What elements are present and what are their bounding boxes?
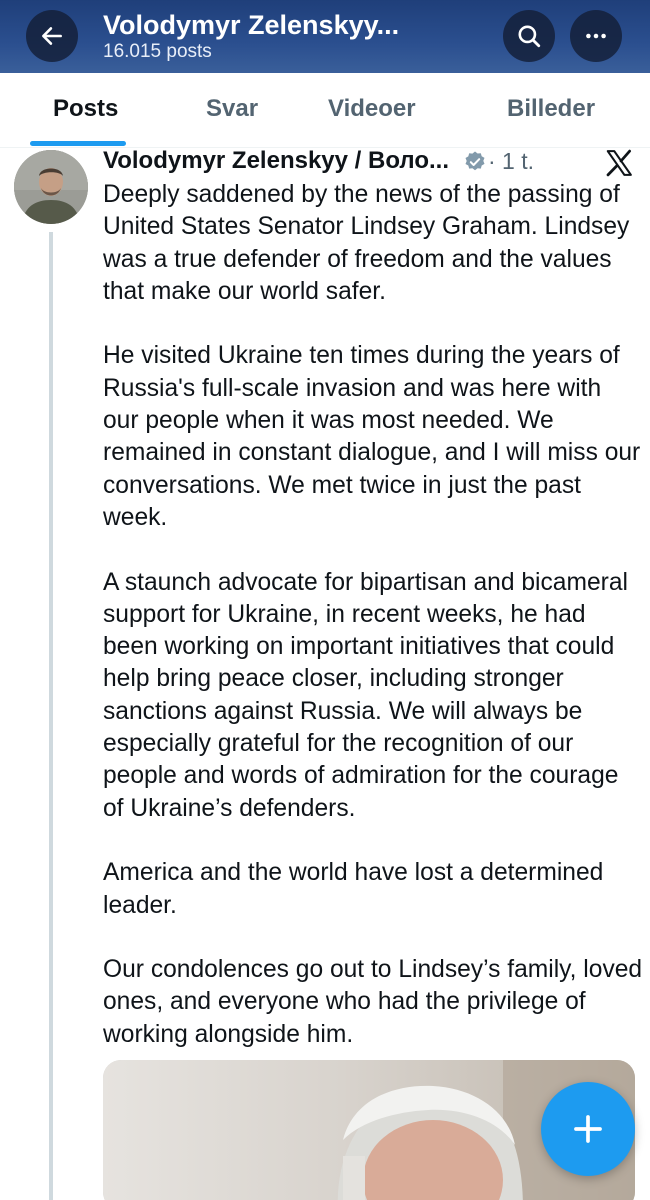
avatar[interactable] [14, 150, 88, 224]
profile-tabs [0, 73, 650, 148]
avatar-portrait [14, 150, 88, 224]
post-paragraph: Deeply saddened by the news of the passing of United States Senator Lindsey Graham. Lindsey was a true defender of freedom and the values that make our world safer. [103, 181, 630, 305]
tab-replies[interactable]: Svar [206, 95, 259, 122]
plus-icon [571, 1112, 605, 1146]
more-horizontal-icon [583, 23, 609, 49]
compose-post-button[interactable] [541, 1082, 635, 1176]
search-icon [516, 23, 542, 49]
post-author-name[interactable]: Volodymyr Zelenskyy / Воло... [103, 147, 449, 174]
post-paragraph: A staunch advocate for bipartisan and bicameral support for Ukraine, in recent weeks, he had been working on important initiatives that could help bring peace closer, including stronger sanctions against Russia. We will always be especially grateful for the recognition of our people and words of admiration for the courage of Ukraine’s defenders. [103, 568, 628, 822]
thread-line [49, 232, 53, 1200]
x-logo-icon [604, 148, 634, 178]
post-paragraph: America and the world have lost a determined leader. [103, 859, 604, 919]
tab-posts[interactable]: Posts [53, 95, 119, 122]
post-count: 16.015 posts [103, 41, 212, 62]
search-button[interactable] [503, 10, 555, 62]
arrow-left-icon [39, 23, 65, 49]
post-timestamp[interactable]: · 1 t. [488, 148, 535, 174]
back-button[interactable] [26, 10, 78, 62]
tab-photos[interactable]: Billeder [507, 95, 596, 122]
post-paragraph: He visited Ukraine ten times during the years of Russia's full-scale invasion and was here with our people when it was most needed. We remained in constant dialogue, and I will miss our conversations. We met twice in just the past week. [103, 342, 641, 531]
post-paragraph: Our condolences go out to Lindsey’s family, loved ones, and everyone who had the privilege of working alongside him. [103, 956, 643, 1048]
tab-videos[interactable]: Videoer [328, 95, 416, 122]
post-body [103, 179, 643, 1051]
more-button[interactable] [570, 10, 622, 62]
profile-header [0, 0, 650, 73]
verified-badge-icon [463, 150, 487, 174]
active-tab-indicator [30, 141, 126, 146]
profile-name-title: Volodymyr Zelenskyy... [103, 10, 400, 40]
